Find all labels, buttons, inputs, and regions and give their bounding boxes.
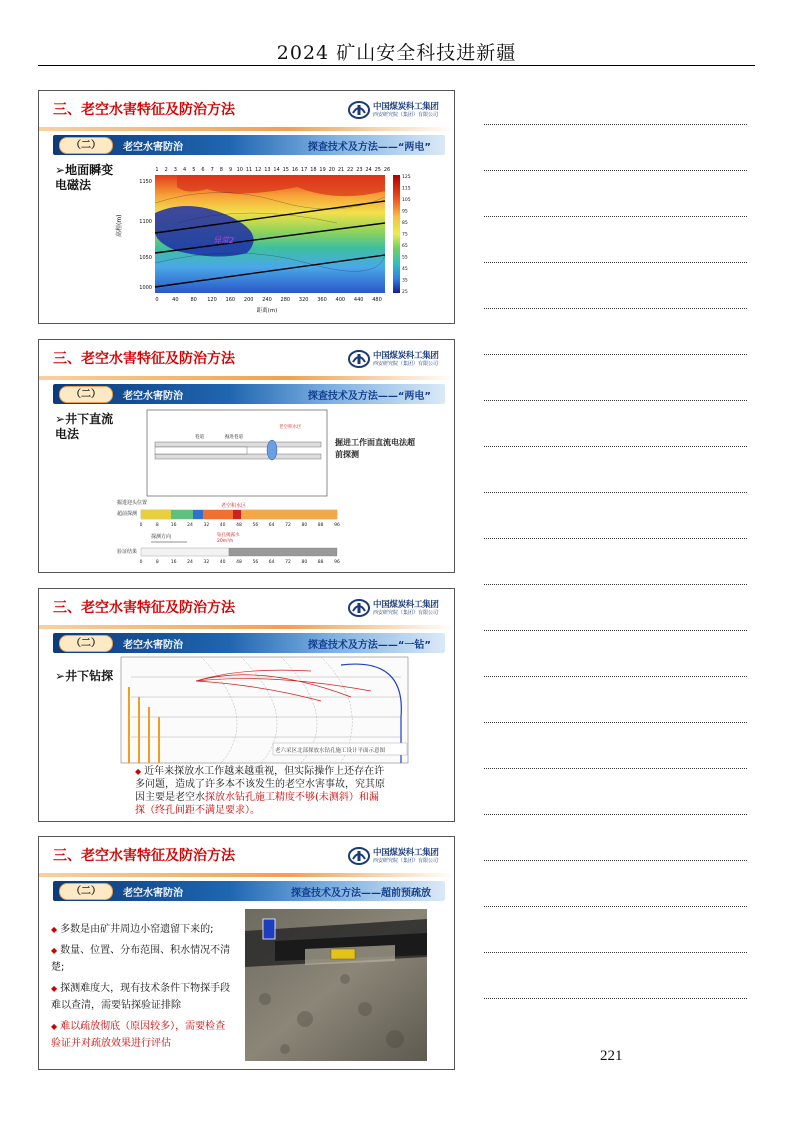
probe-label: 超前探测 bbox=[117, 511, 138, 517]
notes-line bbox=[484, 860, 747, 861]
arrow-icon: ➢ bbox=[55, 669, 66, 683]
tech-label: 探查技术及方法——超前预疏放 bbox=[291, 888, 431, 899]
x-tick-label: 80 bbox=[190, 297, 197, 303]
face-position-label: 掘进迎头位置 bbox=[117, 500, 148, 506]
y-tick-label: 1050 bbox=[139, 255, 152, 261]
section-name: 老空水害防治 bbox=[123, 640, 183, 651]
verify-tick-label: 56 bbox=[252, 560, 259, 565]
logo-name: 中国煤炭科工集团 bbox=[373, 600, 439, 610]
direction-label: 探测方向 bbox=[151, 534, 172, 540]
water-area bbox=[263, 919, 275, 939]
title-band bbox=[39, 625, 454, 629]
section-number: （二） bbox=[59, 883, 113, 900]
verify-tick-label: 16 bbox=[170, 560, 177, 565]
verify-tick-label: 72 bbox=[285, 560, 291, 565]
colorbar-tick-label: 85 bbox=[402, 221, 408, 226]
verify-tick-label: 32 bbox=[203, 560, 210, 565]
strip-tick-label: 8 bbox=[155, 523, 159, 528]
top-tick-label: 20 bbox=[328, 167, 335, 173]
method-label bbox=[55, 163, 119, 193]
strip-tick-label: 40 bbox=[219, 523, 226, 528]
top-tick-label: 24 bbox=[365, 167, 372, 173]
logo-subtitle: 西安研究院（集团）有限公司 bbox=[373, 112, 439, 118]
colorbar-tick-label: 115 bbox=[402, 186, 411, 192]
tech-label: 探查技术及方法——“一钻” bbox=[307, 640, 431, 651]
company-logo-icon bbox=[348, 101, 370, 119]
top-tick-label: 22 bbox=[347, 167, 354, 173]
method-name: 井下直流电法 bbox=[55, 412, 114, 441]
x-tick-label: 360 bbox=[317, 297, 327, 303]
colorbar-tick-label: 25 bbox=[402, 290, 408, 295]
notes-line bbox=[484, 676, 747, 677]
method-name: 地面瞬变电磁法 bbox=[55, 163, 114, 192]
top-tick-label: 12 bbox=[255, 167, 262, 173]
notes-line bbox=[484, 538, 747, 539]
roadway-label: 巷道 bbox=[195, 435, 204, 440]
verify-tick-label: 0 bbox=[139, 560, 143, 565]
y-tick-label: 1100 bbox=[139, 219, 152, 225]
company-logo-icon bbox=[348, 599, 370, 617]
x-tick-label: 400 bbox=[335, 297, 346, 303]
logo-subtitle: 西安研究院（集团）有限公司 bbox=[373, 361, 439, 367]
top-tick-label: 1 bbox=[155, 167, 159, 173]
anomaly-label: 老空积水区 bbox=[221, 503, 247, 509]
company-logo bbox=[348, 348, 444, 372]
notes-line bbox=[484, 262, 747, 263]
top-tick-label: 14 bbox=[273, 167, 280, 173]
drainage-photo bbox=[245, 909, 427, 1061]
notes-line bbox=[484, 952, 747, 953]
y-tick-label: 1000 bbox=[139, 285, 152, 291]
verify-tick-label: 48 bbox=[236, 560, 242, 565]
section-name: 老空水害防治 bbox=[123, 391, 183, 402]
verify-strip-dark bbox=[229, 548, 337, 556]
top-tick-label: 5 bbox=[192, 167, 196, 173]
notes-line bbox=[484, 768, 747, 769]
drill-label: 钻孔揭露水 bbox=[217, 533, 240, 538]
notes-line bbox=[484, 906, 747, 907]
verify-tick-label: 40 bbox=[219, 560, 226, 565]
top-tick-label: 11 bbox=[245, 167, 253, 173]
x-tick-label: 240 bbox=[262, 297, 272, 303]
slide-1 bbox=[38, 90, 455, 324]
notes-line bbox=[484, 216, 747, 217]
top-tick-label: 26 bbox=[383, 167, 391, 173]
colorbar-tick-labels bbox=[402, 174, 411, 295]
strip-tick-label: 80 bbox=[301, 523, 308, 528]
strip-segment bbox=[193, 510, 203, 519]
colorbar-tick-label: 95 bbox=[402, 209, 408, 215]
roadway-diagram bbox=[147, 410, 327, 496]
section-number: （二） bbox=[59, 137, 113, 154]
x-tick-label: 440 bbox=[353, 297, 364, 303]
colorbar-tick-label: 35 bbox=[402, 278, 408, 284]
y-tick-label: 1150 bbox=[139, 179, 152, 185]
verify-tick-label: 24 bbox=[187, 560, 193, 565]
diagram-caption: 掘进工作面直流电法超前探测 bbox=[335, 438, 415, 459]
colorbar-tick-label: 65 bbox=[402, 244, 408, 249]
top-tick-label: 15 bbox=[282, 167, 289, 173]
section-name: 老空水害防治 bbox=[123, 142, 183, 153]
colorbar-tick-label: 45 bbox=[402, 267, 408, 272]
section-bar bbox=[53, 384, 445, 404]
water-label: 老空积水区 bbox=[279, 425, 302, 430]
strip-segment bbox=[233, 510, 241, 519]
verify-tick-label: 8 bbox=[155, 560, 159, 565]
notes-line bbox=[484, 124, 747, 125]
title-band bbox=[39, 376, 454, 380]
list-item: ◆ 探测难度大，现有技术条件下物探手段难以查清，需要钻探验证排除 bbox=[51, 983, 231, 1011]
y-tick-labels bbox=[139, 179, 152, 291]
section-bar bbox=[53, 881, 445, 901]
slide-3 bbox=[38, 588, 455, 822]
logo-subtitle: 西安研究院（集团）有限公司 bbox=[373, 858, 439, 864]
colorbar-tick-label: 75 bbox=[402, 232, 408, 238]
tem-section-figure bbox=[117, 163, 413, 313]
list-item: ◆ 难以疏放彻底（原因较多），需要检查验证并对疏放效果进行评估 bbox=[51, 1021, 226, 1049]
logo-name: 中国煤炭科工集团 bbox=[373, 848, 439, 858]
top-tick-label: 8 bbox=[219, 167, 223, 173]
top-tick-label: 9 bbox=[229, 167, 233, 173]
notes-line bbox=[484, 630, 747, 631]
section-number: （二） bbox=[59, 635, 113, 652]
strip-segment bbox=[241, 510, 337, 519]
logo-name: 中国煤炭科工集团 bbox=[373, 351, 439, 361]
top-tick-label: 7 bbox=[210, 167, 214, 173]
verify-tick-label: 64 bbox=[268, 560, 275, 565]
notes-line bbox=[484, 722, 747, 723]
x-tick-label: 40 bbox=[172, 297, 179, 303]
top-tick-label: 18 bbox=[310, 167, 317, 173]
tech-label: 探查技术及方法——“两电” bbox=[307, 391, 431, 402]
slide-2 bbox=[38, 339, 455, 573]
company-logo bbox=[348, 845, 444, 869]
method-name: 井下钻探 bbox=[65, 669, 114, 683]
strip-tick-label: 48 bbox=[236, 523, 242, 528]
paragraph-end: 。 bbox=[250, 805, 260, 816]
verify-tick-label: 80 bbox=[301, 560, 308, 565]
strip-tick-label: 24 bbox=[187, 523, 193, 528]
x-axis-label: 距离(m) bbox=[256, 308, 278, 314]
strip-tick-labels bbox=[140, 522, 340, 528]
colorbar bbox=[393, 175, 400, 293]
company-logo bbox=[348, 597, 444, 621]
roadway-tunnel bbox=[155, 447, 247, 454]
notes-line bbox=[484, 584, 747, 585]
title-band bbox=[39, 127, 454, 131]
notes-line bbox=[484, 998, 747, 999]
notes-line bbox=[484, 492, 747, 493]
top-tick-label: 16 bbox=[291, 167, 299, 173]
slide-title: 三、老空水害特征及防治方法 bbox=[53, 848, 235, 864]
tech-label: 探查技术及方法——“两电” bbox=[307, 142, 431, 153]
x-tick-label: 280 bbox=[280, 297, 291, 303]
notes-line bbox=[484, 354, 747, 355]
slide-title: 三、老空水害特征及防治方法 bbox=[53, 351, 235, 367]
drilling-plan-figure bbox=[121, 657, 408, 763]
notes-line bbox=[484, 170, 747, 171]
y-axis-label: 高程(m) bbox=[116, 214, 123, 237]
bullet-icon: ◆ bbox=[135, 767, 142, 776]
arrow-icon: ➢ bbox=[55, 412, 66, 426]
header-rule bbox=[38, 65, 755, 66]
top-tick-label: 6 bbox=[201, 167, 205, 173]
drill-rig bbox=[331, 949, 355, 959]
verify-tick-labels bbox=[140, 559, 340, 565]
verify-tick-label: 96 bbox=[334, 560, 340, 565]
top-tick-label: 25 bbox=[374, 167, 381, 173]
method-label bbox=[55, 412, 119, 442]
strip-tick-label: 32 bbox=[203, 523, 210, 528]
section-bar bbox=[53, 135, 445, 155]
strip-tick-label: 96 bbox=[334, 523, 340, 528]
anomaly-label: 异常2 bbox=[213, 236, 235, 245]
x-tick-label: 200 bbox=[243, 297, 254, 303]
water-body bbox=[267, 440, 277, 460]
top-tick-label: 13 bbox=[264, 167, 271, 173]
company-logo bbox=[348, 99, 444, 123]
strip-segment bbox=[171, 510, 193, 519]
section-number: （二） bbox=[59, 386, 113, 403]
section-bar bbox=[53, 633, 445, 653]
page-header: 2024 矿山安全科技进新疆 bbox=[276, 42, 517, 64]
colorbar-tick-label: 125 bbox=[402, 175, 411, 180]
probe-strip-figure bbox=[117, 498, 343, 566]
top-tick-label: 4 bbox=[183, 167, 187, 173]
verify-label: 验证结果 bbox=[117, 549, 138, 555]
colorbar-tick-label: 105 bbox=[402, 198, 411, 203]
x-tick-label: 480 bbox=[372, 297, 382, 303]
verify-strip-light bbox=[141, 548, 229, 556]
strip-tick-label: 16 bbox=[170, 523, 177, 528]
notes-line bbox=[484, 400, 747, 401]
page-number: 221 bbox=[600, 1048, 623, 1064]
strip-tick-label: 0 bbox=[139, 523, 143, 528]
section-name: 老空水害防治 bbox=[123, 888, 183, 899]
strip-segment bbox=[203, 510, 233, 519]
company-logo-icon bbox=[348, 350, 370, 368]
list-item: ◆ 数量、位置、分布范围、积水情况不清楚; bbox=[51, 945, 231, 973]
x-tick-label: 0 bbox=[155, 297, 159, 303]
figure-caption: 老六采区北部探放水钻孔施工设计平面示意图 bbox=[275, 748, 386, 754]
x-tick-label: 120 bbox=[207, 297, 217, 303]
slide-title: 三、老空水害特征及防治方法 bbox=[53, 102, 235, 118]
top-tick-label: 21 bbox=[337, 167, 345, 173]
method-label bbox=[55, 669, 113, 684]
roadway-lower bbox=[155, 454, 321, 459]
paragraph-text: 近年来探放水工作越来越重视，但实际操作上还存在许多问题，造成了许多本不该发生的老空水害事故，究其原因主要是老空水 bbox=[135, 766, 385, 803]
top-tick-label: 10 bbox=[236, 167, 243, 173]
strip-segment bbox=[141, 510, 171, 519]
strip-tick-label: 72 bbox=[285, 523, 291, 528]
drill-value: 20m³/h bbox=[217, 539, 234, 544]
arrow-icon: ➢ bbox=[55, 163, 66, 177]
x-tick-label: 320 bbox=[298, 297, 309, 303]
strip-tick-label: 64 bbox=[268, 523, 275, 528]
logo-subtitle: 西安研究院（集团）有限公司 bbox=[373, 610, 439, 616]
slide-4 bbox=[38, 836, 455, 1070]
top-tick-label: 2 bbox=[164, 167, 168, 173]
logo-name: 中国煤炭科工集团 bbox=[373, 102, 439, 112]
x-tick-labels bbox=[155, 297, 381, 303]
strip-tick-label: 56 bbox=[252, 523, 259, 528]
notes-line bbox=[484, 814, 747, 815]
drilling-paragraph bbox=[135, 765, 385, 817]
bullet-list bbox=[51, 921, 233, 1052]
title-band bbox=[39, 873, 454, 877]
roadway-upper bbox=[155, 442, 321, 447]
company-logo-icon bbox=[348, 847, 370, 865]
notes-line bbox=[484, 308, 747, 309]
top-tick-labels bbox=[155, 167, 390, 173]
x-tick-label: 160 bbox=[225, 297, 236, 303]
top-tick-label: 23 bbox=[356, 167, 363, 173]
verify-tick-label: 88 bbox=[317, 560, 324, 565]
top-tick-label: 19 bbox=[319, 167, 326, 173]
top-tick-label: 3 bbox=[173, 167, 177, 173]
top-tick-label: 17 bbox=[301, 167, 308, 173]
slide-title: 三、老空水害特征及防治方法 bbox=[53, 600, 235, 616]
paragraph-highlight: 探放水钻孔施工精度不够(未测斜）和漏探（终孔间距不满足要求） bbox=[135, 792, 379, 816]
notes-line bbox=[484, 446, 747, 447]
colorbar-tick-label: 55 bbox=[402, 255, 408, 261]
strip-tick-label: 88 bbox=[317, 523, 324, 528]
list-item: ◆ 多数是由矿井周边小窑遗留下来的; bbox=[51, 924, 214, 935]
face-label: 掘进巷道 bbox=[225, 435, 243, 440]
